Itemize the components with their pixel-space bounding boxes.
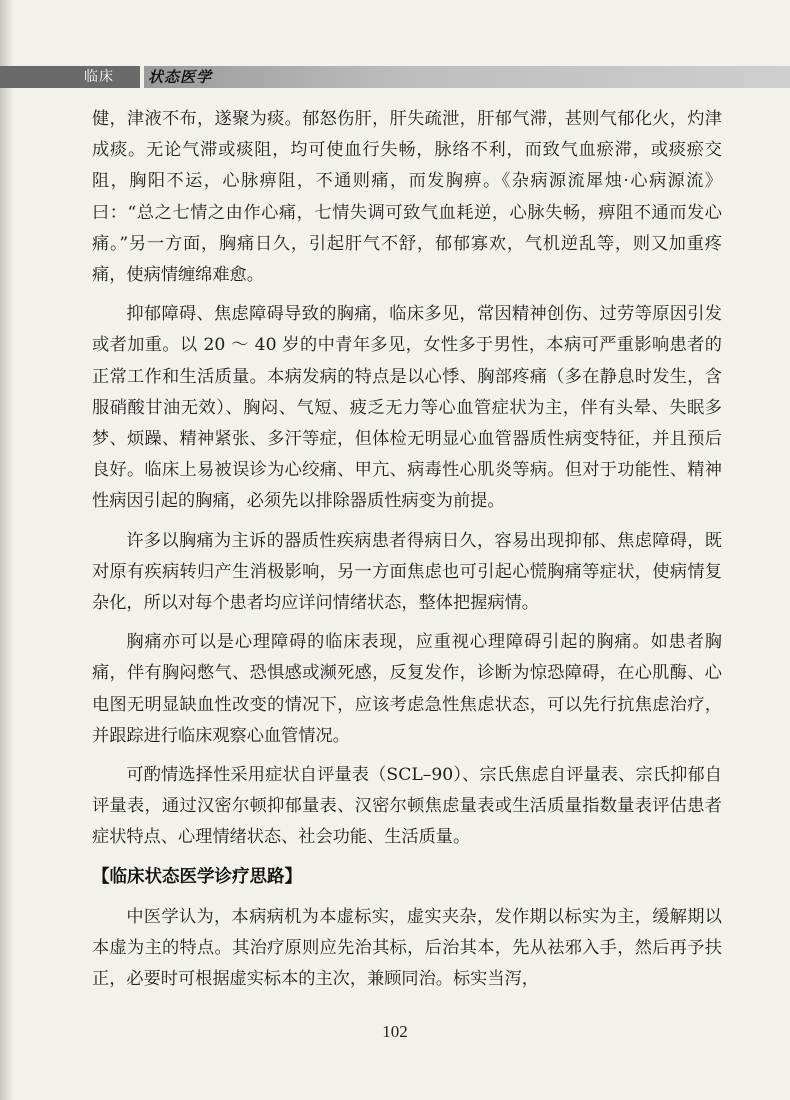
page-number: 102: [382, 1022, 408, 1041]
page-edge-shadow: [0, 0, 14, 1100]
paragraph-5: 可酌情选择性采用症状自评量表（SCL–90）、宗氏焦虑自评量表、宗氏抑郁自评量表，通过汉密尔顿抑郁量表、汉密尔顿焦虑量表或生活质量指数量表评估患者症状特点、心理情绪状态、社会功能、生活质量。: [92, 765, 722, 848]
paragraph-4: 胸痛亦可以是心理障碍的临床表现，应重视心理障碍引起的胸痛。如患者胸痛，伴有胸闷憋气、恐惧感或濒死感，反复发作，诊断为惊恐障碍，在心肌酶、心电图无明显缺血性改变的情况下，应该考虑急性焦虑状态，可以先行抗焦虑治疗，并跟踪进行临床观察心血管情况。: [92, 632, 722, 746]
paragraph-final: 中医学认为，本病病机为本虚标实，虚实夹杂，发作期以标实为主，缓解期以本虚为主的特点。其治疗原则应先治其标，后治其本，先从祛邪入手，然后再予扶正，必要时可根据虚实标本的主次，兼顾同治。标实当泻，: [92, 906, 722, 990]
header-bar-dark: [0, 66, 140, 88]
section-heading: 【临床状态医学诊疗思路】: [92, 866, 302, 887]
header-section-label: 临床: [84, 69, 114, 85]
page-body: [92, 104, 722, 1003]
paragraph-2: 抑郁障碍、焦虑障碍导致的胸痛，临床多见，常因精神创伤、过劳等原因引发或者加重。以 20 ～ 40 岁的中青年多见，女性多于男性，本病可严重影响患者的正常工作和生活质量。本病发病的特点是以心悸、胸部疼痛（多在静息时发生，含服硝酸甘油无效）、胸闷、气短、疲乏无力等心血管症状为主，伴有头晕、失眠多梦、烦躁、精神紧张、多汗等症，但体检无明显心血管器质性病变特征，并且预后良好。临床上易被误诊为心绞痛、甲亢、病毒性心肌炎等病。但对于功能性、精神性病因引起的胸痛，必须先以排除器质性病变为前提。: [92, 304, 722, 512]
paragraph-3: 许多以胸痛为主诉的器质性疾病患者得病日久，容易出现抑郁、焦虑障碍，既对原有疾病转归产生消极影响，另一方面焦虑也可引起心慌胸痛等症状，使病情复杂化，所以对每个患者均应详问情绪状态，整体把握病情。: [92, 530, 722, 614]
header-book-title: 状态医学: [148, 68, 213, 86]
paragraph-1: 健，津液不布，遂聚为痰。郁怒伤肝，肝失疏泄，肝郁气滞，甚则气郁化火，灼津成痰。无论气滞或痰阻，均可使血行失畅，脉络不利，而致气血瘀滞，或痰瘀交阻，胸阳不运，心脉痹阻，不通则痛，而发胸痹。《杂病源流犀烛·心病源流》曰：“总之七情之由作心痛，七情失调可致气血耗逆，心脉失畅，痹阻不通而发心痛。”另一方面，胸痛日久，引起肝气不舒，郁郁寡欢，气机逆乱等，则又加重疼痛，使病情缠绵难愈。: [92, 109, 722, 286]
running-header: [0, 56, 790, 86]
header-bar-light: [144, 66, 790, 88]
